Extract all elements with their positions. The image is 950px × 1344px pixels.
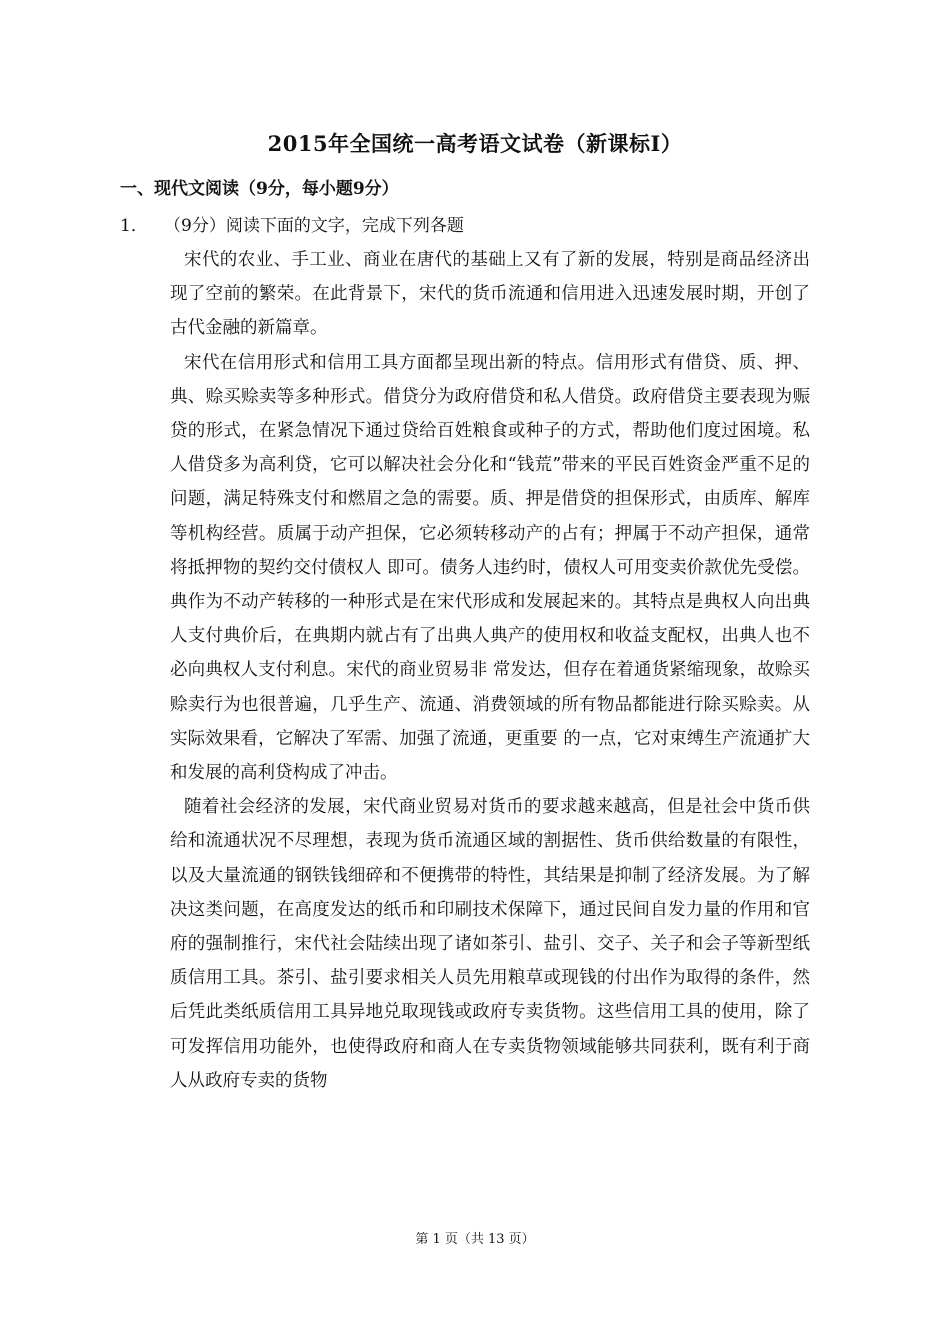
question-prompt: （9分）阅读下面的文字，完成下列各题 xyxy=(164,216,464,236)
question-number: 1． xyxy=(120,216,148,236)
reading-passage xyxy=(170,243,810,1098)
page-title: 2015年全国统一高考语文试卷（新课标I） xyxy=(267,131,683,156)
section-heading: 一、现代文阅读（9分，每小题9分） xyxy=(120,179,399,199)
page-footer: 第 1 页（共 13 页） xyxy=(415,1232,535,1247)
passage-paragraph: 宋代在信用形式和信用工具方面都呈现出新的特点。信用形式有借贷、质、押、典、赊买赊卖等多种形式。借贷分为政府借贷和私人借贷。政府借贷主要表现为赈贷的形式，在紧急情况下通过贷给百姓粮食或种子的方式，帮助他们度过困境。私人借贷多为高利贷，它可以解决社会分化和“钱荒”带来的平民百姓资金严重不足的问题，满足特殊支付和燃眉之急的需要。质、押是借贷的担保形式，由质库、解库等机构经营。质属于动产担保，它必须转移动产的占有；押属于不动产担保，通常将抵押物的契约交付债权人 即可。债务人违约时，债权人可用变卖价款优先受偿。典作为不动产转移的一种形式是在宋代形成和发展起来的。其特点是典权人向出典人支付典价后，在典期内就占有了出典人典产的使用权和收益支配权，出典人也不必向典权人支付利息。宋代的商业贸易非 常发达，但存在着通货紧缩现象，故赊买赊卖行为也很普遍，几乎生产、流通、消费领域的所有物品都能进行除买赊卖。从实际效果看，它解决了军需、加强了流通，更重要 的一点，它对束缚生产流通扩大和发展的高利贷构成了冲击。 xyxy=(170,352,810,784)
question-line xyxy=(120,211,464,236)
passage-paragraph: 随着社会经济的发展，宋代商业贸易对货币的要求越来越高，但是社会中货币供给和流通状况不尽理想，表现为货币流通区域的割据性、货币供给数量的有限性，以及大量流通的钢铁钱细碎和不便携带的特性，其结果是抑制了经济发展。为了解决这类问题，在高度发达的纸币和印刷技术保障下，通过民间自发力量的作用和官府的强制推行，宋代社会陆续出现了诸如茶引、盐引、交子、关子和会子等新型纸质信用工具。茶引、盐引要求相关人员先用粮草或现钱的付出作为取得的条件，然后凭此类纸质信用工具异地兑取现钱或政府专卖货物。这些信用工具的使用，除了可发挥信用功能外，也使得政府和商人在专卖货物领域能够共同获利，既有利于商人从政府专卖的货物 xyxy=(170,797,810,1091)
passage-paragraph: 宋代的农业、手工业、商业在唐代的基础上又有了新的发展，特别是商品经济出现了空前的繁荣。在此背景下，宋代的货币流通和信用进入迅速发展时期，开创了古代金融的新篇章。 xyxy=(170,250,810,339)
